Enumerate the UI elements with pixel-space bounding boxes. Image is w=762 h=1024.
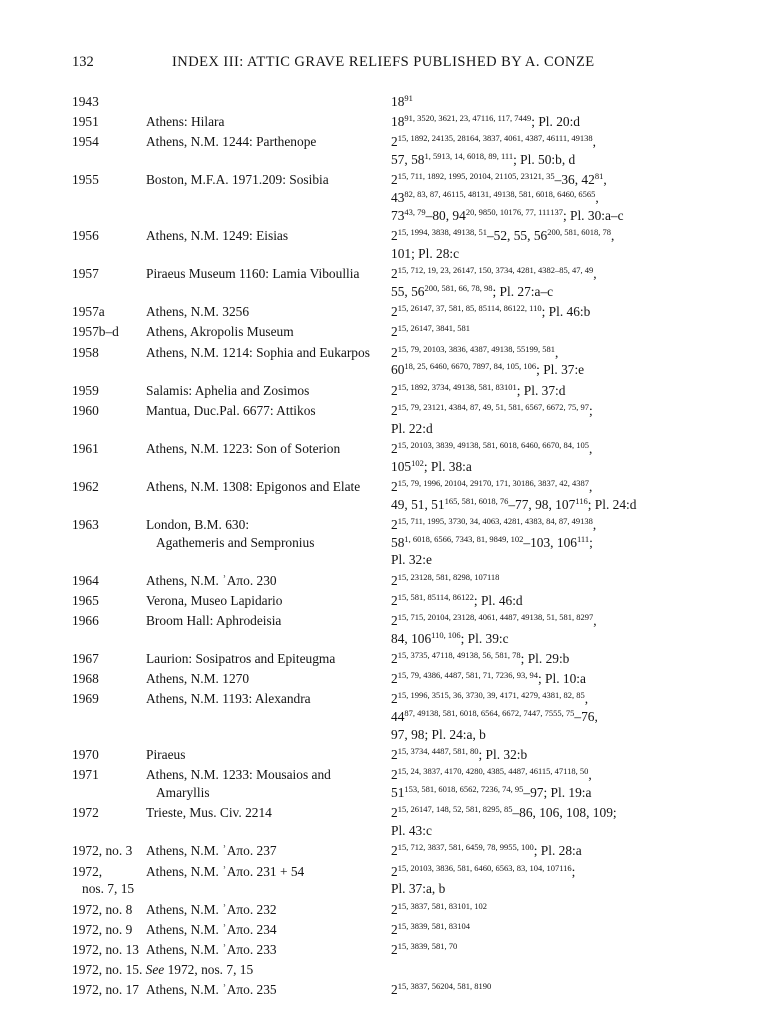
entry-location-line: Athens, N.M. ʾAπo. 231 + 54: [146, 863, 305, 879]
entry-location: [146, 901, 392, 919]
entry-references: [391, 323, 713, 341]
entry-references: [391, 516, 713, 569]
entry-location-line: Agathemeris and Sempronius: [156, 534, 315, 550]
entry-location: [146, 650, 392, 668]
entry-year-line: 1943: [72, 94, 99, 109]
entry-references-line: $43^{82, 83, 87, 46115, 48131, 49138, 581, 6018, 6460, 6565}$,: [391, 189, 599, 206]
entry-references: [391, 265, 713, 301]
entry-location: [146, 863, 392, 881]
entry-references-line: $2^{15, 711, 1995, 3730, 34, 4063, 4281, 4383, 84, 87, 49138}$,: [391, 515, 597, 532]
entry-location-line: Athens, N.M. ʾAπo. 230: [146, 572, 277, 588]
entry-location-line: Athens, N.M. 1214: Sophia and Eukarpos: [146, 344, 370, 360]
entry-references-line: $2^{15, 1996, 3515, 36, 3730, 39, 4171, 4279, 4381, 82, 85}$,: [391, 690, 589, 707]
entry-references-line: $2^{15, 1994, 3838, 49138, 51}-52$, 55, $56^{200, 581, 6018, 78}$,: [391, 227, 615, 244]
entry-year: [72, 113, 146, 131]
entry-year: [72, 133, 146, 151]
entry-year-line: 1972, no. 15. See 1972, nos. 7, 15: [72, 962, 254, 978]
entry-year-line: 1969: [72, 691, 99, 707]
entry-location-line: Broom Hall: Aphrodeisia: [146, 613, 282, 628]
entry-references-line: Pl. 37:a, b: [391, 881, 446, 897]
entry-location: [146, 93, 392, 111]
entry-references: [391, 670, 713, 688]
entry-year: [72, 650, 146, 668]
entry-references-line: [391, 961, 713, 979]
entry-year: [72, 93, 146, 111]
entry-location-line: Verona, Museo Lapidario: [146, 592, 283, 608]
entry-references-line: 101; Pl. 28:c: [391, 245, 460, 261]
entry-references: [391, 93, 713, 111]
entry-location: [146, 766, 392, 802]
entry-references-line: $2^{15, 3735, 47118, 49138, 56, 581, 78}$; Pl. 29:b: [391, 650, 570, 666]
entry-year: [72, 171, 146, 189]
entry-year-line: 1957: [72, 266, 99, 282]
entry-references-line: $2^{15, 712, 3837, 581, 6459, 78, 9955, 100}$; Pl. 28:a: [391, 842, 582, 859]
entry-year: [72, 382, 146, 400]
entry-references-line: $2^{15, 1892, 24135, 28164, 3837, 4061, 4387, 46111, 49138}$,: [391, 133, 596, 150]
entry-references: [391, 382, 713, 400]
entry-references-line: $2^{15, 26147, 148, 52, 581, 8295, 85}-86$, 106, 108, 109;: [391, 804, 617, 821]
entry-year: [72, 402, 146, 420]
entry-year-line: 1960: [72, 402, 99, 418]
entry-references-line: $105^{102}$; Pl. 38:a: [391, 457, 472, 474]
entry-year-line: 1962: [72, 478, 99, 494]
entry-references: [391, 344, 713, 380]
entry-location-line: Athens, N.M. 1193: Alexandra: [146, 691, 311, 707]
entry-references-line: $2^{15, 711, 1892, 1995, 20104, 21105, 23121, 35}-36$, $42^{81}$,: [391, 171, 607, 188]
entry-references-line: $2^{15, 23128, 581, 8298, 107118}$: [391, 571, 500, 588]
entry-location-line: Trieste, Mus. Civ. 2214: [146, 805, 272, 821]
entry-references: [391, 941, 713, 959]
entry-references-line: $2^{15, 715, 20104, 23128, 4061, 4487, 49138, 51, 581, 8297}$,: [391, 612, 597, 628]
entry-references-line: $2^{15, 3837, 56204, 581, 8190}$: [391, 981, 492, 998]
entry-references: [391, 440, 713, 476]
entry-location: [146, 612, 392, 630]
entry-location: [146, 516, 392, 552]
entry-year-line: 1972, no. 9: [72, 921, 133, 937]
entry-references-line: $2^{15, 1892, 3734, 49138, 581, 83101}$; Pl. 37:d: [391, 381, 566, 398]
entry-references: [391, 766, 713, 802]
entry-references: [391, 690, 713, 743]
entry-location-line: Salamis: Aphelia and Zosimos: [146, 382, 310, 398]
entry-references: [391, 402, 713, 438]
entry-references: [391, 901, 713, 919]
entry-location-line: Athens, N.M. ʾAπo. 233: [146, 942, 277, 957]
entry-year-line: nos. 7, 15: [82, 881, 135, 897]
entry-location-line: Boston, M.F.A. 1971.209: Sosibia: [146, 172, 329, 188]
entry-location-line: Athens, N.M. 3256: [146, 304, 250, 320]
entry-location: [146, 265, 392, 283]
entry-year: [72, 981, 146, 999]
entry-location-line: [146, 961, 392, 979]
entry-references-line: $2^{15, 3839, 581, 83104}$: [391, 920, 470, 937]
entry-location-line: Piraeus: [146, 747, 186, 763]
entry-year-line: 1971: [72, 767, 99, 783]
entry-references: [391, 133, 713, 169]
entry-year-line: 1964: [72, 572, 99, 588]
entry-references-line: 97, 98; Pl. 24:a, b: [391, 726, 486, 742]
entry-references-line: 55, 56$^{200, 581, 66, 78, 98}$; Pl. 27:a–c: [391, 282, 554, 299]
entry-year: [72, 227, 146, 245]
entry-references-line: $60^{18, 25, 6460, 6670, 7897, 84, 105, 106}$; Pl. 37:e: [391, 361, 585, 378]
entry-references: [391, 863, 713, 899]
entry-references: [391, 592, 713, 610]
entry-location: [146, 402, 392, 420]
entry-location-line: Athens, N.M. 1233: Mousaios and: [146, 767, 331, 783]
entry-year-line: 1956: [72, 228, 99, 244]
entry-location-line: Athens, N.M. ʾAπo. 237: [146, 843, 277, 859]
entry-references-line: $2^{15, 712, 19, 23, 26147, 150, 3734, 4281, 4382-85, 47, 49}$,: [391, 265, 597, 282]
entry-references-line: $2^{15, 26147, 3841, 581}$: [391, 323, 470, 340]
page-title: INDEX III: ATTIC GRAVE RELIEFS PUBLISHED BY A. CONZE: [172, 54, 595, 70]
entry-year-line: 1965: [72, 592, 99, 608]
entry-year: [72, 303, 146, 321]
entry-year-line: 1951: [72, 114, 99, 130]
entry-year-line: 1961: [72, 440, 99, 456]
entry-location-line: Mantua, Duc.Pal. 6677: Attikos: [146, 402, 316, 418]
entry-references-line: $44^{87, 49138, 581, 6018, 6564, 6672, 7447, 7555, 75}-76$,: [391, 708, 598, 725]
entry-location: [146, 440, 392, 458]
entry-references-line: Pl. 43:c: [391, 823, 432, 839]
entry-year-line: 1972, no. 8: [72, 901, 133, 917]
entry-references-line: 49, 51, $51^{165, 581, 6018, 76}-77$, 98, $107^{116}$; Pl. 24:d: [391, 495, 637, 512]
entry-year-line: 1963: [72, 516, 99, 532]
entry-year-line: 1967: [72, 651, 99, 666]
entry-year: [72, 478, 146, 496]
entry-references-line: Pl. 22:d: [391, 420, 433, 436]
entry-references-line: $2^{15, 24, 3837, 4170, 4280, 4385, 4487, 46115, 47118, 50}$,: [391, 766, 592, 783]
entry-year: [72, 863, 146, 899]
entry-year: [72, 440, 146, 458]
entry-location-line: Athens, N.M. ʾAπo. 235: [146, 982, 277, 998]
entry-location: [146, 981, 392, 999]
entry-location: [146, 804, 392, 822]
entry-references: [391, 961, 713, 979]
entry-references-line: 57, $58^{1, 5913, 14, 6018, 89, 111}$; Pl. 50:b, d: [391, 151, 576, 168]
entry-year: [72, 612, 146, 630]
entry-references-line: $2^{15, 20103, 3839, 49138, 581, 6018, 6460, 6670, 84, 105}$,: [391, 439, 593, 456]
entry-references: [391, 478, 713, 514]
entry-year-line: 1970: [72, 747, 99, 763]
entry-references: [391, 842, 713, 860]
entry-references-line: $58^{1, 6018, 6566, 7343, 81, 9849, 102}-103$, $106^{111}$;: [391, 533, 593, 550]
entry-references-line: $2^{15, 26147, 37, 581, 85, 85114, 86122, 110}$; Pl. 46:b: [391, 303, 591, 320]
entry-location: [146, 842, 392, 860]
entry-references-line: $2^{15, 79, 23121, 4384, 87, 49, 51, 581, 6567, 6672, 75, 97}$;: [391, 401, 593, 418]
entry-location: [146, 670, 392, 688]
entry-references: [391, 746, 713, 764]
entry-year: [72, 323, 146, 341]
entry-location: [146, 113, 392, 131]
entry-location-line: Athens, Akropolis Museum: [146, 324, 294, 340]
entry-location-line: Laurion: Sosipatros and Epiteugma: [146, 651, 336, 666]
entry-location: [146, 344, 392, 362]
entry-location: [146, 133, 392, 151]
entry-references-line: $51^{153, 581, 6018, 6562, 7236, 74, 95}-97$; Pl. 19:a: [391, 784, 592, 801]
entry-year-line: 1972: [72, 805, 99, 821]
entry-location: [146, 961, 392, 979]
entry-year-line: 1954: [72, 134, 99, 150]
entry-year: [72, 746, 146, 764]
entry-location: [146, 941, 392, 959]
entry-year-line: 1972, no. 13: [72, 942, 139, 957]
entry-references: [391, 171, 713, 224]
entry-year: [72, 901, 146, 919]
entry-year: [72, 516, 146, 534]
entry-location: [146, 478, 392, 496]
entry-year-line: 1957b–d: [72, 324, 119, 340]
entry-location: [146, 690, 392, 708]
entry-references-line: $2^{15, 3734, 4487, 581, 80}$; Pl. 32:b: [391, 746, 528, 763]
entry-year-line: 1958: [72, 344, 99, 360]
entry-location-line: Athens, N.M. 1270: [146, 671, 250, 687]
entry-references: [391, 981, 713, 999]
entry-location-line: Piraeus Museum 1160: Lamia Viboullia: [146, 266, 360, 282]
entry-location: [146, 171, 392, 189]
entry-references-line: Pl. 32:e: [391, 552, 432, 568]
entry-year-line: 1957a: [72, 304, 105, 320]
entry-location-line: Athens, N.M. 1249: Eisias: [146, 228, 289, 244]
entry-location-line: Athens, N.M. ʾAπo. 234: [146, 921, 277, 937]
entry-references-line: 84, 106$^{110, 106}$; Pl. 39:c: [391, 629, 509, 646]
entry-location: [146, 303, 392, 321]
entry-references-line: $2^{15, 3839, 581, 70}$: [391, 941, 458, 957]
entry-references: [391, 804, 713, 840]
entry-location: [146, 227, 392, 245]
entry-year-line: 1972, no. 17: [72, 982, 139, 998]
entry-year: [72, 690, 146, 708]
entry-location-line: Amaryllis: [156, 785, 210, 801]
entry-year: [72, 941, 146, 959]
entry-location-line: Athens: Hilara: [146, 114, 225, 130]
entry-references-line: $2^{15, 79, 20103, 3836, 4387, 49138, 55199, 581}$,: [391, 343, 559, 360]
entry-year: [72, 572, 146, 590]
entry-year-line: 1972, no. 3: [72, 843, 133, 859]
entry-references-line: $2^{15, 3837, 581, 83101, 102}$: [391, 900, 487, 917]
entry-year: [72, 921, 146, 939]
entry-location-line: Athens, N.M. ʾAπo. 232: [146, 901, 277, 917]
page-number: 132: [72, 54, 94, 70]
entry-location: [146, 921, 392, 939]
entry-references-line: $18^{91, 3520, 3621, 23, 47116, 117, 7449}$; Pl. 20:d: [391, 113, 581, 130]
entry-location: [146, 592, 392, 610]
entry-year-line: 1959: [72, 382, 99, 398]
entry-references-line: $18^{91}$: [391, 93, 413, 109]
entry-year: [72, 842, 146, 860]
entry-location-line: Athens, N.M. 1244: Parthenope: [146, 134, 317, 150]
entry-year: [72, 592, 146, 610]
entry-location: [146, 746, 392, 764]
entry-year: [72, 804, 146, 822]
entry-references-line: $2^{15, 581, 85114, 86122}$; Pl. 46:d: [391, 591, 523, 608]
entry-location-line: Athens, N.M. 1223: Son of Soterion: [146, 440, 341, 456]
entry-references: [391, 572, 713, 590]
entry-references: [391, 921, 713, 939]
entry-references: [391, 113, 713, 131]
entry-references: [391, 650, 713, 668]
entry-year: [72, 766, 146, 784]
entry-references-line: $2^{15, 20103, 3836, 581, 6460, 6563, 83, 104, 107116}$;: [391, 862, 576, 879]
entry-year-line: 1955: [72, 172, 99, 188]
entry-location-line: [146, 93, 392, 111]
entry-location-line: London, B.M. 630:: [146, 516, 250, 532]
entry-location-line: Athens, N.M. 1308: Epigonos and Elate: [146, 478, 361, 494]
entry-year: [72, 670, 146, 688]
entry-year-line: 1966: [72, 613, 99, 628]
entry-year: [72, 265, 146, 283]
entry-location: [146, 382, 392, 400]
entry-year: [72, 961, 254, 979]
entry-location: [146, 572, 392, 590]
entry-references: [391, 303, 713, 321]
entry-references: [391, 612, 713, 648]
entry-references-line: $2^{15, 79, 4386, 4487, 581, 71, 7236, 93, 94}$; Pl. 10:a: [391, 670, 586, 687]
entry-year-line: 1968: [72, 671, 99, 687]
entry-location: [146, 323, 392, 341]
entry-references: [391, 227, 713, 263]
entry-year: [72, 344, 146, 362]
entry-references-line: $2^{15, 79, 1996, 20104, 29170, 171, 30186, 3837, 42, 4387}$,: [391, 477, 593, 494]
entry-references-line: 73$^{43, 79}$–80, $94^{20, 9850, 10176, 77, 111137}$; Pl. 30:a–c: [391, 206, 624, 223]
entry-year-line: 1972,: [72, 863, 103, 879]
